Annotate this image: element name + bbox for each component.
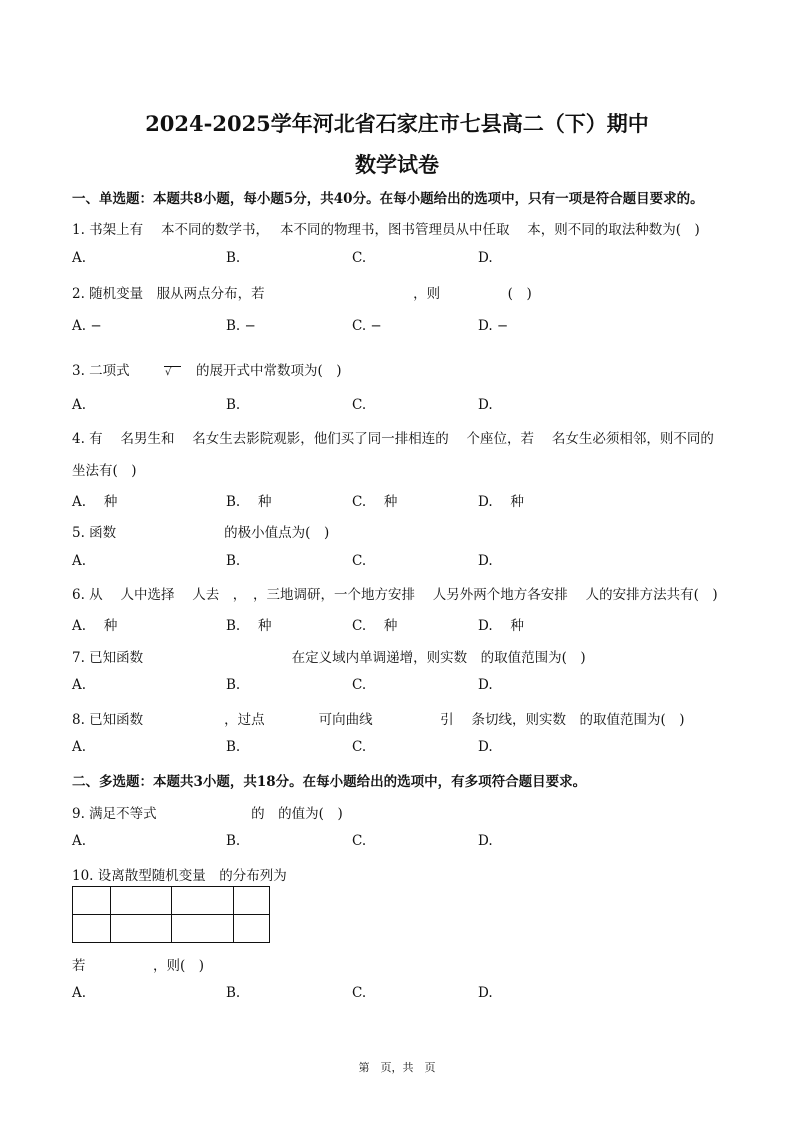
question-5: 5. 函数 的极小值点为( ) [72, 525, 330, 541]
question-2: 2. 随机变量 服从两点分布，若 ，则 ( ) [72, 286, 532, 302]
option-a: A. [72, 553, 87, 569]
table-cell [234, 887, 270, 915]
question-10-condition: 若 ，则( ) [72, 958, 205, 974]
table-cell [172, 887, 234, 915]
option-d: D. 种 [478, 618, 524, 634]
option-b: B. [226, 677, 241, 693]
option-c: C. [352, 250, 367, 266]
table-cell [234, 915, 270, 943]
table-cell [111, 915, 172, 943]
question-3-prefix: 3. 二项式 [72, 363, 130, 379]
option-b: B. [226, 833, 241, 849]
question-9: 9. 满足不等式 的 的值为( ) [72, 806, 343, 822]
option-d: D. [478, 250, 493, 266]
question-3-suffix: 的展开式中常数项为( ) [196, 363, 342, 379]
question-10: 10. 设离散型随机变量 的分布列为 [72, 868, 287, 884]
option-b: B. [226, 553, 241, 569]
option-d: D. − [478, 318, 509, 334]
exam-subtitle: 数学试卷 [355, 152, 439, 177]
option-a: A. [72, 985, 87, 1001]
option-d: D. [478, 553, 493, 569]
question-1: 1. 书架上有 本不同的数学书， 本不同的物理书，图书管理员从中任取 本，则不同的取法种数为( ) [72, 222, 700, 238]
option-a: A. [72, 250, 87, 266]
table-cell [73, 915, 111, 943]
option-b: B. [226, 250, 241, 266]
question-6: 6. 从 人中选择 人去 ， ，三地调研，一个地方安排 人另外两个地方各安排 人的安排方法共有( ) [72, 587, 718, 603]
option-c: C. 种 [352, 494, 398, 510]
table-row [73, 915, 270, 943]
option-a: A. − [72, 318, 102, 334]
option-a: A. [72, 677, 87, 693]
page-footer: 第 页，共 页 [358, 1061, 436, 1074]
option-d: D. [478, 833, 493, 849]
option-c: C. 种 [352, 618, 398, 634]
option-c: C. [352, 985, 367, 1001]
option-a: A. 种 [72, 618, 118, 634]
option-c: C. [352, 833, 367, 849]
option-c: C. [352, 397, 367, 413]
option-d: D. [478, 677, 493, 693]
option-c: C. [352, 677, 367, 693]
option-b: B. 种 [226, 494, 272, 510]
option-b: B. [226, 397, 241, 413]
option-d: D. 种 [478, 494, 524, 510]
option-b: B. [226, 985, 241, 1001]
option-c: C. − [352, 318, 382, 334]
table-cell [73, 887, 111, 915]
table-cell [111, 887, 172, 915]
table-cell [172, 915, 234, 943]
option-a: A. [72, 833, 87, 849]
option-a: A. 种 [72, 494, 118, 510]
option-d: D. [478, 397, 493, 413]
option-d: D. [478, 985, 493, 1001]
option-c: C. [352, 739, 367, 755]
option-b: B. [226, 739, 241, 755]
question-4-line-1: 4. 有 名男生和 名女生去影院观影，他们买了同一排相连的 个座位，若 名女生必须相邻，则不同的 [72, 431, 714, 447]
distribution-table [72, 886, 270, 943]
option-b: B. − [226, 318, 256, 334]
section-2-heading: 二、多选题：本题共3小题，共18分。在每小题给出的选项中，有多项符合题目要求。 [72, 774, 587, 790]
table-row [73, 887, 270, 915]
option-a: A. [72, 397, 87, 413]
option-c: C. [352, 553, 367, 569]
exam-title: 2024-2025学年河北省石家庄市七县高二（下）期中 [145, 111, 649, 136]
option-b: B. 种 [226, 618, 272, 634]
sqrt-symbol: √ [165, 367, 172, 378]
question-8: 8. 已知函数 ，过点 可向曲线 引 条切线，则实数 的取值范围为( ) [72, 712, 685, 728]
question-4-line-2: 坐法有( ) [72, 463, 137, 479]
section-1-heading: 一、单选题：本题共8小题，每小题5分，共40分。在每小题给出的选项中，只有一项是符合题目要求的。 [72, 191, 704, 207]
option-d: D. [478, 739, 493, 755]
option-a: A. [72, 739, 87, 755]
question-7: 7. 已知函数 在定义域内单调递增，则实数 的取值范围为( ) [72, 650, 586, 666]
